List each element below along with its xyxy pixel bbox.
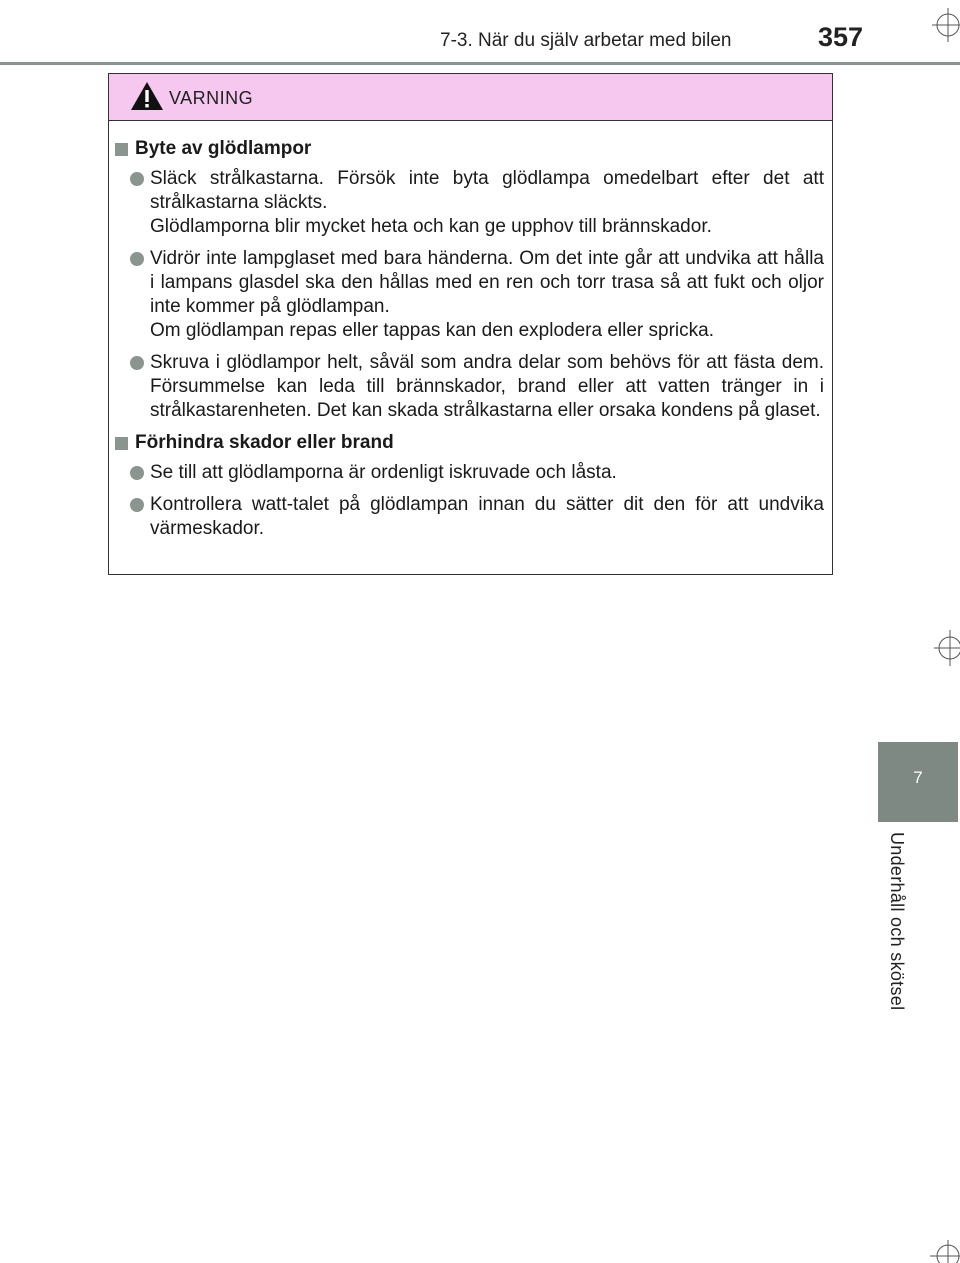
round-bullet-icon: [130, 356, 144, 370]
warning-triangle-icon: [130, 81, 164, 111]
paragraph: Om glödlampan repas eller tappas kan den explodera eller spricka.: [150, 320, 714, 341]
round-bullet-icon: [130, 172, 144, 186]
warning-label: VARNING: [169, 88, 254, 108]
section-heading-text: Förhindra skador eller brand: [135, 432, 394, 453]
registration-mark-right: [932, 630, 960, 666]
paragraph: Vidrör inte lampglaset med bara händerna. Om det inte går att undvika att hålla i lampans glasdel ska den hållas med en ren och torr trasa så att fukt och oljor inte kommer på glödlampan.: [150, 248, 824, 317]
registration-mark-top-right: [930, 8, 960, 42]
paragraph: Kontrollera watt-talet på glödlampan innan du sätter dit den för att undvika värmeskador.: [150, 494, 824, 539]
paragraph: Skruva i glödlampor helt, såväl som andra delar som behövs för att fästa dem. Försummelse kan leda till brännskador, brand eller att vatten tränger in i strålkastarenheten. Det kan skada strålkastarna eller orsaka kondens på glaset.: [150, 352, 824, 421]
registration-mark-bottom-right: [928, 1234, 960, 1263]
page-number: 357: [818, 22, 864, 52]
chapter-number: 7: [913, 768, 923, 787]
round-bullet-icon: [130, 252, 144, 266]
square-bullet-icon: [115, 143, 128, 156]
section-heading: [114, 431, 824, 455]
paragraph: Se till att glödlamporna är ordenligt iskruvade och låsta.: [150, 462, 617, 483]
chapter-tab: [878, 742, 958, 822]
round-bullet-icon: [130, 498, 144, 512]
section-title: 7-3. När du själv arbetar med bilen: [440, 30, 732, 51]
chapter-title: Underhåll och skötsel: [887, 832, 907, 1011]
square-bullet-icon: [115, 437, 128, 450]
list-item: [114, 351, 824, 423]
round-bullet-icon: [130, 466, 144, 480]
paragraph: Glödlamporna blir mycket heta och kan ge upphov till brännskador.: [150, 216, 712, 237]
list-item: [114, 167, 824, 239]
warning-body: [109, 121, 832, 541]
list-item: [114, 493, 824, 541]
header-rule: [0, 62, 960, 65]
warning-header: [109, 74, 832, 121]
list-item: [114, 247, 824, 343]
list-item: [114, 461, 824, 485]
section-heading: [114, 137, 824, 161]
warning-box: [108, 73, 833, 575]
section-heading-text: Byte av glödlampor: [135, 138, 312, 159]
paragraph: Släck strålkastarna. Försök inte byta glödlampa omedelbart efter det att strålkastarna släckts.: [150, 168, 824, 213]
